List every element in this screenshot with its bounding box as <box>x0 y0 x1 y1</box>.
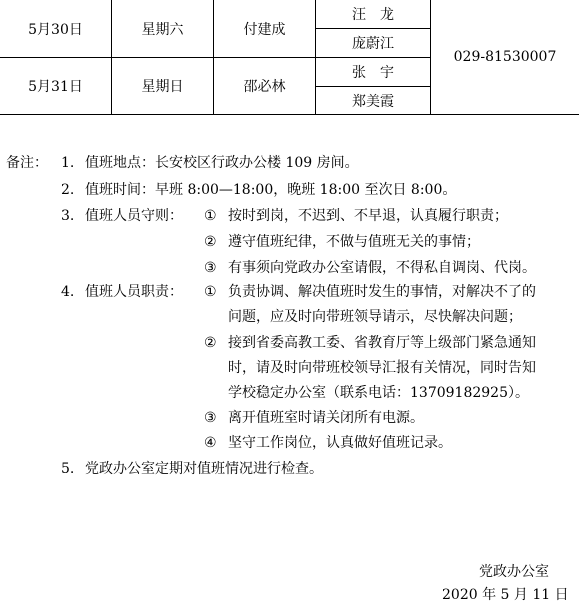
sub-text: 接到省委高教工委、省教育厅等上级部门紧急通知 <box>228 335 536 351</box>
date-cell <box>0 0 111 57</box>
duty-schedule-table <box>0 0 579 115</box>
date-text: 5月31日 <box>28 79 83 95</box>
table-rule <box>0 114 579 115</box>
staff-name: 汪 龙 <box>352 7 394 23</box>
sub-text: 按时到岗，不迟到、不早退，认真履行职责； <box>228 208 508 224</box>
signature-org: 党政办公室 <box>479 564 549 580</box>
staff-name: 郑美霞 <box>352 93 394 110</box>
note-text: 党政办公室定期对值班情况进行检查。 <box>85 461 323 477</box>
signature-date: 2020 年 5 月 11 日 <box>442 587 569 603</box>
staff-cell <box>316 58 430 86</box>
sub-text: 遵守值班纪律，不做与值班无关的事情； <box>228 234 480 250</box>
sub-text: 负责协调、解决值班时发生的事情，对解决不了的 <box>228 284 536 300</box>
staff-name: 庞蔚江 <box>352 36 394 52</box>
note-text: 值班人员职责： <box>85 284 183 300</box>
sub-text: 问题，应及时向带班领导请示，尽快解决问题； <box>228 309 522 325</box>
sub-text: 学校稳定办公室（联系电话：13709182925）。 <box>228 385 529 401</box>
sub-mark: ③ <box>204 260 217 276</box>
leader-name: 付建成 <box>243 21 286 38</box>
sub-mark: ② <box>204 335 217 351</box>
sub-mark: ② <box>204 234 217 250</box>
date-text: 5月30日 <box>28 21 83 38</box>
leader-name: 邵必林 <box>243 79 286 95</box>
note-number: 4. <box>61 284 75 300</box>
note-text: 值班地点：长安校区行政办公楼 109 房间。 <box>85 155 359 171</box>
sub-text: 离开值班室时请关闭所有电源。 <box>228 410 424 426</box>
sub-mark: ③ <box>204 410 217 426</box>
note-number: 1. <box>61 155 75 171</box>
note-number: 3. <box>61 208 75 224</box>
phone-cell <box>431 0 579 114</box>
staff-cell <box>316 29 430 57</box>
staff-cell <box>316 0 430 28</box>
sub-text: 时，请及时向带班校领导汇报有关情况，同时告知 <box>228 360 536 376</box>
staff-cell <box>316 87 430 114</box>
weekday-text: 星期日 <box>141 79 184 95</box>
phone-number: 029-81530007 <box>453 49 557 65</box>
date-cell <box>0 58 111 114</box>
note-text: 值班时间：早班 8:00—18:00，晚班 18:00 至次日 8:00。 <box>85 182 457 198</box>
sub-text: 坚守工作岗位，认真做好值班记录。 <box>228 435 452 451</box>
note-number: 5. <box>61 461 75 477</box>
staff-name: 张 宇 <box>352 65 394 81</box>
sub-text: 有事须向党政办公室请假，不得私自调岗、代岗。 <box>228 260 536 276</box>
leader-cell <box>214 58 315 114</box>
notes-prefix: 备注： <box>6 155 48 171</box>
weekday-text: 星期六 <box>141 21 184 38</box>
weekday-cell <box>112 0 213 57</box>
note-number: 2. <box>61 182 75 198</box>
weekday-cell <box>112 58 213 114</box>
sub-mark: ④ <box>204 435 217 451</box>
note-text: 值班人员守则： <box>85 208 183 224</box>
sub-mark: ① <box>204 208 217 224</box>
sub-mark: ① <box>204 284 217 300</box>
leader-cell <box>214 0 315 57</box>
